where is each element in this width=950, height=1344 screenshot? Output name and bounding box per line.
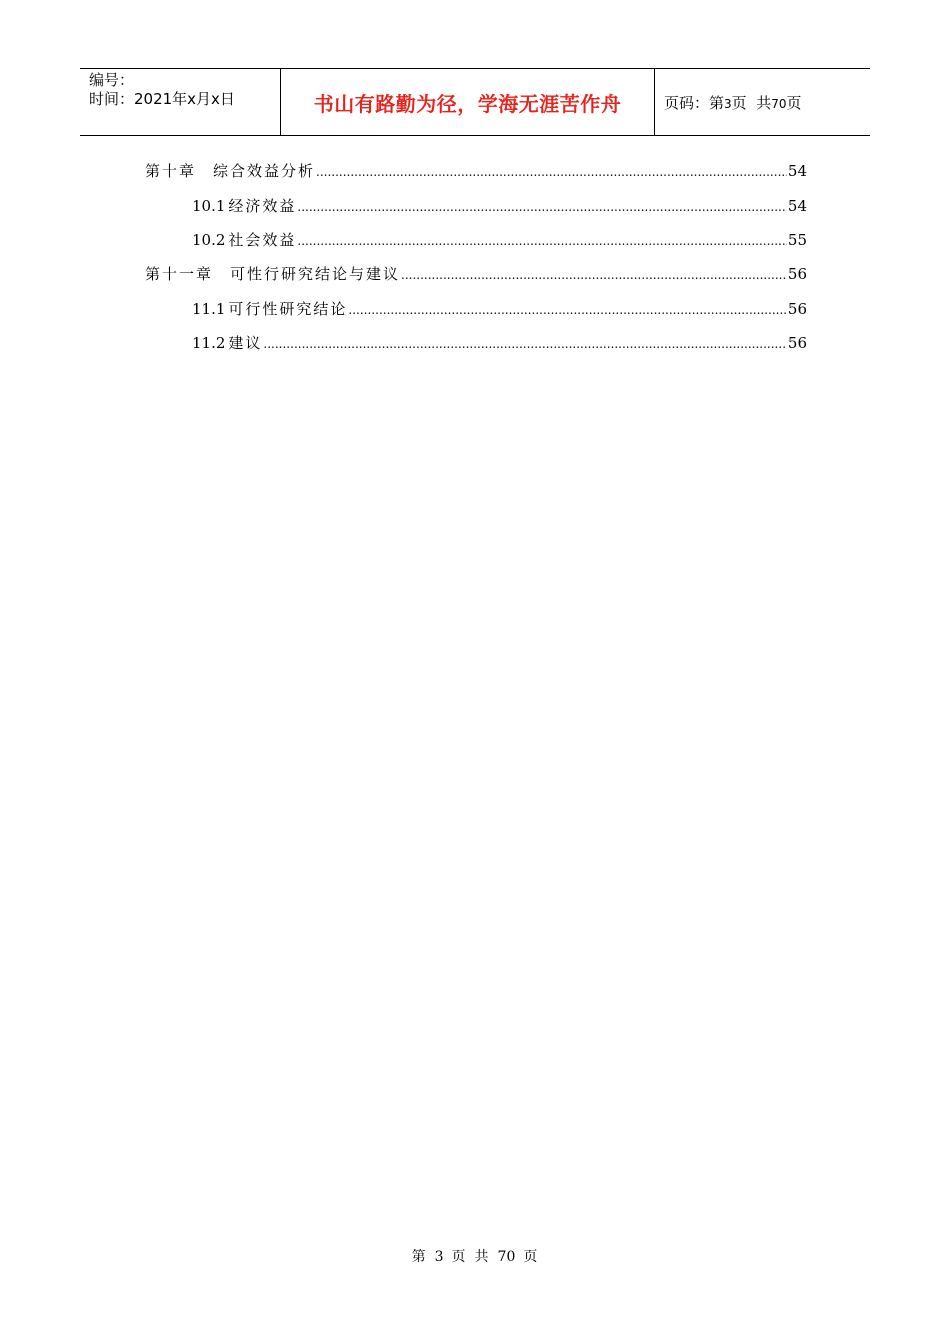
toc-entry-label [192,332,262,354]
toc-leader-dots [263,333,786,355]
page-current: 3 [724,96,732,111]
toc-entry-page: 54 [787,197,807,215]
footer-gong: 共 [474,1249,490,1265]
page-info-text [664,92,870,113]
page-total: 70 [771,96,787,111]
toc-entry-chapter-11[interactable] [145,263,807,285]
toc-entry-number: 11.2 [192,334,226,352]
page-prefix: 页码：第 [664,93,725,112]
toc-entry-section-11-2[interactable] [192,332,807,354]
footer-ye: 页 [451,1249,467,1265]
toc-leader-dots [348,299,786,321]
toc-entry-number: 10.2 [192,231,226,249]
toc-entry-page: 54 [787,162,807,180]
toc-entry-title: 可行性研究结论 [228,300,348,318]
toc-entry-page: 56 [787,300,807,318]
toc-entry-title: 第十章 综合效益分析 [145,162,316,180]
footer-ye: 页 [523,1249,539,1265]
toc-leader-dots [297,196,786,218]
footer-di: 第 [411,1249,427,1265]
toc-entry-page: 56 [787,334,807,352]
time-label: 时间：2021年x月x日 [89,90,235,108]
toc-leader-dots [297,230,786,252]
page-header [80,68,870,136]
toc-entry-section-10-2[interactable] [192,229,807,251]
code-label: 编号： [89,71,135,89]
toc-entry-title: 建议 [228,334,263,352]
header-page-info [655,69,870,135]
toc-entry-title: 经济效益 [228,197,297,215]
toc-leader-dots [401,264,787,286]
header-meta [80,69,281,135]
toc-entry-section-11-1[interactable] [192,298,807,320]
toc-entry-title: 第十一章 可性行研究结论与建议 [145,265,401,283]
toc-entry-page: 55 [787,231,807,249]
toc-entry-label [192,298,347,320]
toc-entry-page: 56 [787,265,807,283]
motto-text: 书山有路勤为径，学海无涯苦作舟 [313,91,622,116]
toc-entry-section-10-1[interactable] [192,195,807,217]
header-motto [281,69,655,135]
footer-current-page: 3 [434,1249,444,1265]
toc-entry-number: 10.1 [192,197,226,215]
page-mid: 页 共 [731,93,772,112]
toc-entry-title: 社会效益 [228,231,297,249]
toc-entry-chapter-10[interactable] [145,160,807,182]
toc-entry-label [192,229,296,251]
page-footer [0,1246,950,1266]
page-suffix: 页 [786,93,802,112]
footer-total-pages: 70 [497,1249,516,1265]
toc-leader-dots [316,161,787,183]
toc-entry-label [192,195,296,217]
toc-entry-number: 11.1 [192,300,226,318]
